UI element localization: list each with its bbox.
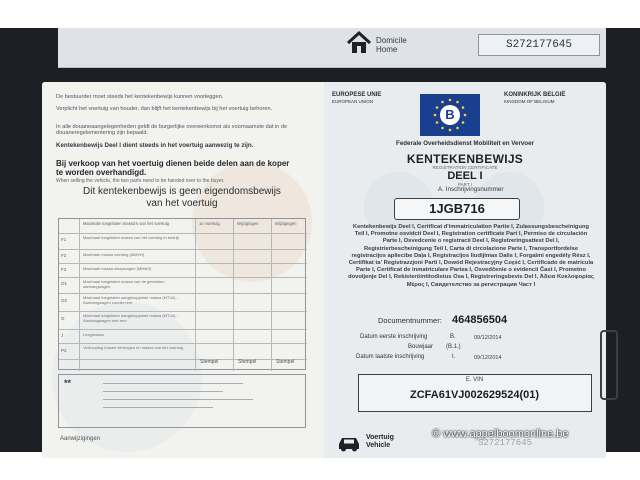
row-text: Leegmassa [83, 332, 104, 337]
document-title: KENTEKENBEWIJS [406, 152, 524, 166]
table-column-divider [233, 219, 234, 371]
table-row [59, 233, 307, 234]
vin-number: ZCFA61VJ002629524(01) [409, 389, 540, 401]
note-1: De bestuurder moet steeds het kentekenbewijs kunnen voorleggen. [56, 94, 224, 100]
build-year-label: Bouwjaar [408, 344, 434, 350]
row-text: Maximale massa voertuig (MMVH) [83, 252, 145, 257]
row-code: F1 [61, 237, 67, 242]
document-title-translation: REGISTRATION CERTIFICATE [432, 165, 498, 170]
notes-line [103, 407, 213, 408]
website-watermark: © www.appelboomonline.be [432, 428, 569, 440]
country-letter: B [440, 105, 460, 125]
note-3: In alle douaneaangelegenheden geldt de burgerlijke overeenkomst als voornaamste dat in de douaneregelementering zijn bepaald. [56, 124, 288, 137]
domicile-line-2: Home [376, 45, 398, 54]
table-column-divider [195, 219, 196, 371]
table-row [59, 343, 307, 344]
belgium-label [504, 92, 565, 105]
stamp-label: Stempel [200, 359, 219, 365]
table-row [59, 293, 307, 294]
car-icon [336, 434, 362, 452]
note-2: Verplicht het voertuig van houder, dan blijft het kentekenbewijs bij het voertuig behoren. [56, 106, 273, 112]
table-row [59, 359, 307, 360]
row-code: F3 [61, 267, 67, 272]
stamp-label: Stempel [276, 359, 295, 365]
table-header: Wijzigingen [237, 221, 259, 226]
notes-line [103, 383, 243, 384]
ownership-disclaimer [72, 186, 292, 210]
home-icon [346, 30, 372, 56]
first-registration-code: B. [450, 334, 456, 340]
table-row [59, 329, 307, 330]
issuing-service: Federale Overheidsdienst Mobiliteit en Vervoer [396, 140, 534, 147]
table-row [59, 263, 307, 264]
row-text: Maximale massa sleepwagen (MMAS) [83, 266, 152, 271]
registration-document [42, 82, 606, 458]
table-header: Maximale toegelaten massa's van het voertuig [83, 221, 169, 226]
document-part-translation: PART I [457, 182, 472, 187]
eu-label [332, 92, 381, 105]
eu-title: EUROPESE UNIE [332, 92, 382, 98]
row-code: O2 [61, 298, 68, 303]
domicile-label [376, 36, 407, 54]
asterisk-mark: ** [64, 378, 72, 388]
domicile-line-1: Domicile [376, 36, 407, 45]
last-registration-date: 09/12/2014 [474, 355, 502, 361]
first-registration-date: 09/12/2014 [474, 335, 502, 341]
bottom-serial-number: S272177645 [478, 438, 533, 448]
row-code: O1 [61, 281, 68, 286]
row-code: F2 [61, 253, 67, 258]
last-registration-label: Datum laatste inschrijving [356, 354, 425, 360]
notes-line [103, 391, 223, 392]
mass-table [58, 218, 306, 370]
top-serial-number: S272177645 [478, 34, 600, 56]
row-text: Maximaal toegelaten massa van de getrokken aanhangwagen [83, 279, 165, 289]
vehicle-line-1: Voertuig [366, 434, 394, 441]
vehicle-line-2: Vehicle [366, 442, 391, 449]
table-column-divider [79, 219, 80, 371]
notes-box [58, 374, 306, 428]
row-text: Maximaal toegelaten massa van het voertuig in bedrijf [83, 235, 179, 240]
vin-label: E. VIN [465, 377, 484, 383]
vehicle-label [366, 434, 394, 450]
last-registration-code: I. [452, 354, 456, 360]
table-header: Wijzigingen [275, 221, 297, 226]
top-paper-strip [58, 28, 606, 68]
stamp-label: Stempel [238, 359, 257, 365]
sale-warning: Bij verkoop van het voertuig dienen beide delen aan de koper te worden overhandigd. [56, 159, 290, 177]
notes-line [103, 399, 253, 400]
remarks-label: Aanwijzigingen [60, 436, 101, 442]
plate-number-label: A. Inschrijvingsnummer [438, 186, 504, 193]
table-row [59, 277, 307, 278]
row-text: Verhouding tussen vermogen en massa van het voertuig [83, 345, 184, 350]
table-header: 1e voertuig [199, 221, 220, 226]
row-text: Maximaal toegelaten aangekoppelde massa (MTJA) - Aanhangwagen zonder rem [83, 295, 178, 305]
eu-subtitle: EUROPEAN UNION [332, 98, 374, 104]
table-row [59, 311, 307, 312]
ownership-line-2: van het voertuig [146, 198, 218, 209]
vin-box [358, 374, 592, 412]
row-text: Maximaal toegelaten aangekoppelde massa (MTJA) - Aanhangwagen met rem [83, 313, 178, 323]
belgium-subtitle: KINGDOM OF BELGIUM [504, 98, 555, 104]
table-column-divider [271, 219, 272, 371]
document-number: 464856504 [452, 314, 508, 326]
sale-warning-translation: When selling the vehicle, the two parts need to be handed over to the buyer. [56, 178, 225, 184]
document-part: DEEL I [447, 170, 483, 182]
row-code: P2 [61, 348, 67, 353]
build-year-code: (B.1.) [446, 344, 461, 350]
first-registration-label: Datum eerste inschrijving [360, 334, 428, 340]
row-code: J [61, 333, 64, 338]
document-number-label: Documentnummer: [378, 316, 442, 325]
multilingual-part-names: Kentekenbewijs Deel I, Certificat d'immatriculation Partie I, Zulassungsbescheinigung Teil I, Promotne osvidcit Deel I, Registration certificate Part I, Permiso de circulación Parte I, Osvedcenie o registracii Deel I, Registreringsattest Del I, Registrierbescheinigung Teil I, Carta di circolazione Parte I, Transportfordelse registracijos apliecibe Daļa I, Registracijos liudijimas Dalis I, Forgalmi engedély Rész I, Certifikat ta' Registrazzjoni Parti I, Dowód Rejestracyjny Część I, Certificado de matricula Parte I, Certificat de inmatriculare Partea I, Osvedčenie o evidencii Čast I, Prometno dovoljenje Del I, Rekisteröintitodistus Osa I, Registreringsbevis Del I, Άδεια Κυκλοφορίας Μέρος I, Свидетелство за регистрация Част I [348, 224, 594, 288]
plate-number: 1JGB716 [394, 198, 520, 220]
ownership-line-1: Dit kentekenbewijs is geen eigendomsbewijs [83, 186, 281, 197]
table-row [59, 249, 307, 250]
row-code: G [61, 316, 65, 321]
right-edge-object [600, 330, 618, 400]
note-4: Kentekenbewijs Deel I dient steeds in het voertuig aanwezig te zijn. [56, 142, 254, 149]
eu-flag [420, 94, 480, 136]
belgium-title: KONINKRIJK BELGIË [504, 92, 566, 98]
